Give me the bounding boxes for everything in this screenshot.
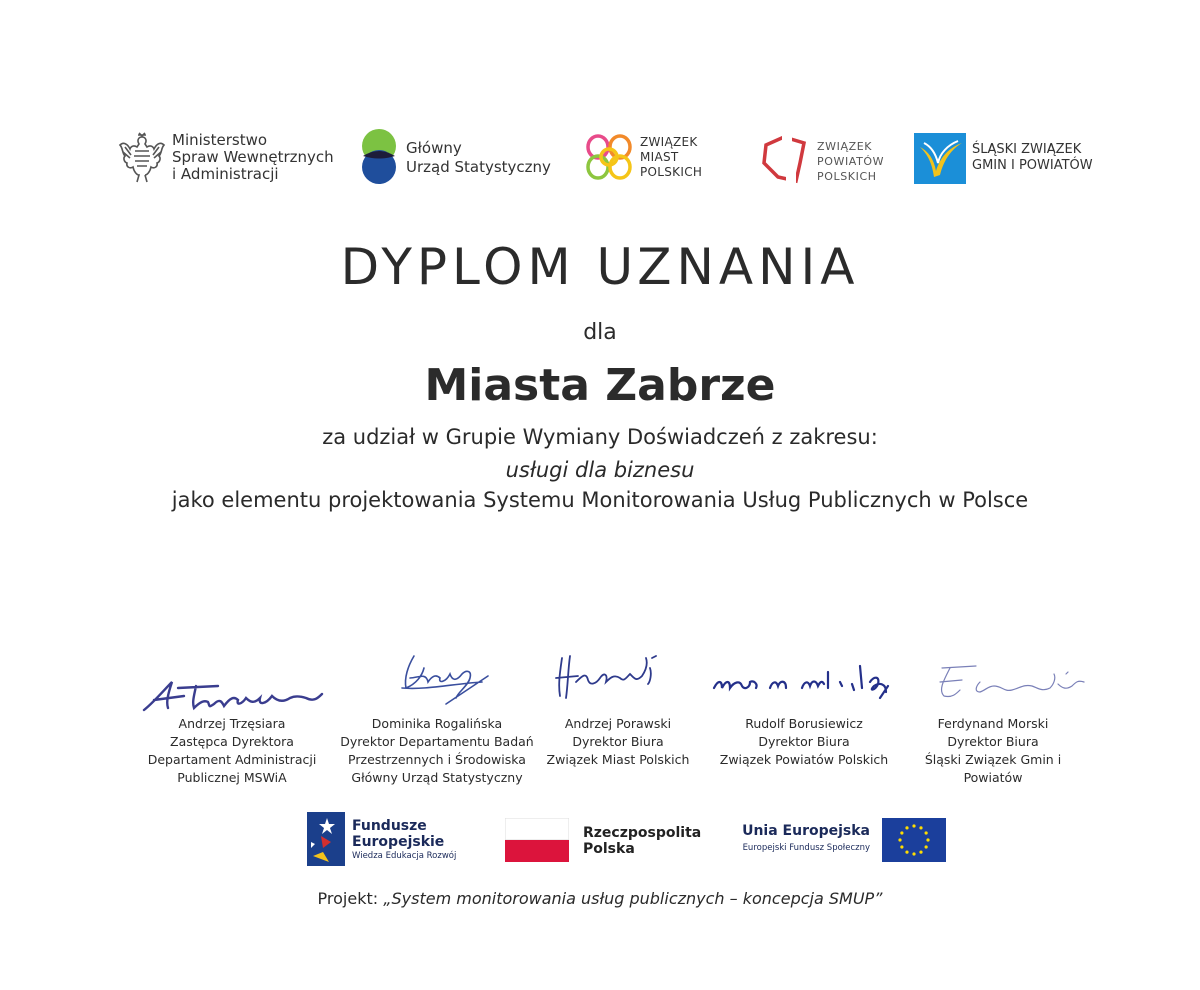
eu-star: [925, 831, 928, 834]
polish-flag-icon: [505, 818, 569, 862]
signatory-name: Andrzej Trzęsiara: [178, 716, 286, 731]
signatory-role: Publicznej MSWiA: [177, 770, 287, 785]
fe-logo-text: Fundusze Europejskie: [352, 818, 445, 850]
reason-line-3: jako elementu projektowania Systemu Monitorowania Usług Publicznych w Polsce: [171, 488, 1029, 512]
signatory-role: Związek Powiatów Polskich: [719, 752, 889, 767]
eu-star: [898, 838, 901, 841]
signatory-name: Rudolf Borusiewicz: [745, 716, 863, 731]
eu-star: [905, 826, 908, 829]
zpp-outline-icon: [760, 133, 810, 185]
eu-star: [912, 824, 915, 827]
signatory-5: [893, 715, 1093, 787]
ue-logo-subtitle: Europejski Fundusz Społeczny: [742, 843, 870, 853]
project-footer: [0, 889, 1200, 908]
signatory-role: Dyrektor Biura: [758, 734, 850, 749]
eu-star: [919, 826, 922, 829]
signatory-role: Departament Administracji: [147, 752, 317, 767]
signatory-1: [132, 715, 332, 787]
project-name: „System monitorowania usług publicznych – koncepcja SMUP”: [383, 889, 883, 908]
zmp-rings-icon: [583, 131, 635, 183]
signatory-role: Związek Miast Polskich: [546, 752, 690, 767]
eu-star: [925, 845, 928, 848]
signatory-name: Ferdynand Morski: [937, 716, 1049, 731]
recipient-name: Miasta Zabrze: [424, 360, 776, 411]
eu-star: [912, 852, 915, 855]
reason-line-1: za udział w Grupie Wymiany Doświadczeń z zakresu:: [322, 425, 878, 449]
signatory-role: Główny Urząd Statystyczny: [351, 770, 523, 785]
signatory-role: Powiatów: [963, 770, 1023, 785]
reason-line-2: usługi dla biznesu: [505, 458, 695, 482]
signature-image-2: [396, 648, 496, 708]
eu-star: [919, 851, 922, 854]
ue-logo-text: Unia Europejska: [742, 823, 870, 839]
signatory-2: [324, 715, 550, 787]
project-prefix: Projekt:: [317, 889, 384, 908]
eu-star: [905, 851, 908, 854]
fe-stars-icon: [307, 812, 345, 866]
fe-logo-subtitle: Wiedza Edukacja Rozwój: [352, 851, 457, 861]
eu-flag-icon: [882, 818, 946, 862]
gus-circles-icon: [359, 128, 399, 186]
signatory-role: Dyrektor Biura: [947, 734, 1039, 749]
eu-star: [900, 845, 903, 848]
signatory-role: Przestrzennych i Środowiska: [348, 752, 526, 767]
signatory-name: Dominika Rogalińska: [371, 716, 503, 731]
signature-image-3: [554, 648, 674, 708]
gus-logo-text: Główny Urząd Statystyczny: [406, 139, 551, 176]
signatory-4: [706, 715, 902, 769]
polish-eagle-icon: [117, 131, 167, 185]
szgp-square-icon: [914, 133, 966, 184]
signatory-role: Dyrektor Biura: [572, 734, 664, 749]
signatory-3: [518, 715, 718, 769]
signature-image-5: [928, 660, 1088, 706]
signatory-role: Dyrektor Departamentu Badań: [340, 734, 534, 749]
szgp-logo-text: ŚLĄSKI ZWIĄZEK GMIN I POWIATÓW: [972, 142, 1093, 173]
signature-image-4: [710, 654, 900, 704]
eu-star: [926, 838, 929, 841]
signatory-role: Śląski Związek Gmin i: [924, 752, 1062, 767]
signatory-name: Andrzej Porawski: [564, 716, 672, 731]
for-label: dla: [583, 320, 617, 345]
eu-star: [900, 831, 903, 834]
signatory-role: Zastępca Dyrektora: [170, 734, 294, 749]
zmp-logo-text: ZWIĄZEK MIAST POLSKICH: [640, 135, 703, 179]
rp-logo-text: Rzeczpospolita Polska: [583, 825, 702, 857]
diploma-title: DYPLOM UZNANIA: [340, 238, 860, 296]
mswia-logo-text: Ministerstwo Spraw Wewnętrznych i Administracji: [172, 131, 334, 183]
zpp-logo-text: ZWIĄZEK POWIATÓW POLSKICH: [817, 140, 885, 183]
